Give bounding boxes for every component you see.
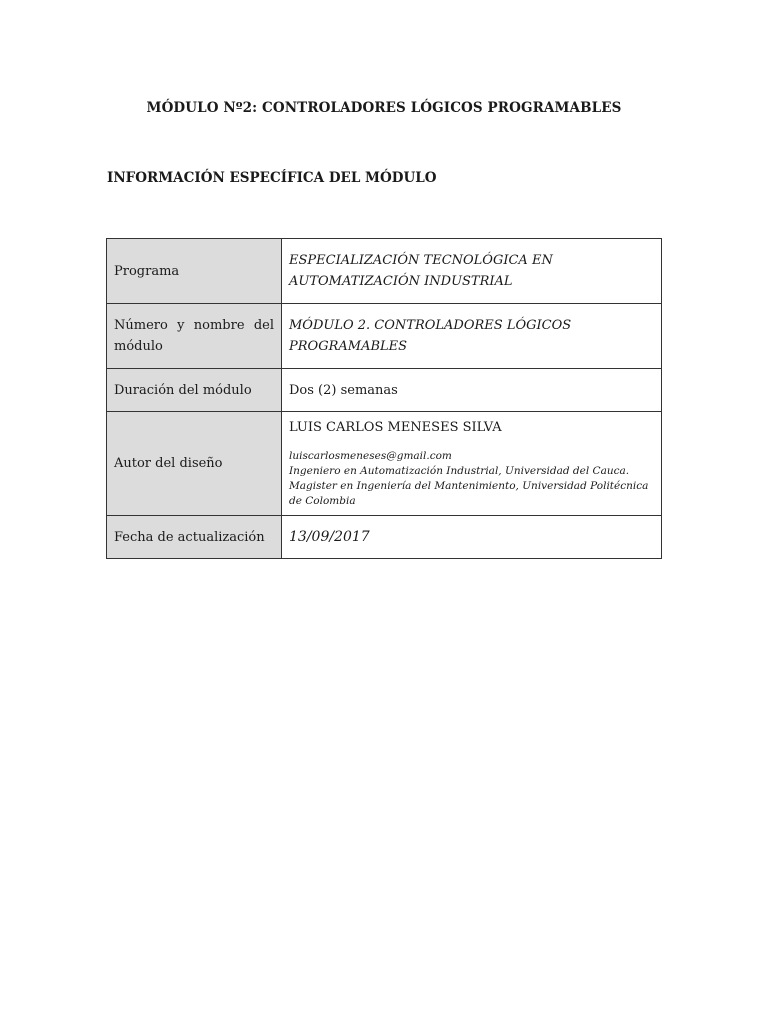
table-row-autor [107,412,662,516]
author-email: luiscarlosmeneses@gmail.com [289,449,452,462]
table-row-duracion [107,369,662,412]
author-degree-1: Ingeniero en Automatización Industrial, Universidad del Cauca. [289,464,630,477]
programa-value: ESPECIALIZACIÓN TECNOLÓGICA EN AUTOMATIZACIÓN INDUSTRIAL [282,239,662,304]
table-row-fecha [107,516,662,559]
duracion-value: Dos (2) semanas [282,369,662,412]
fecha-value: 13/09/2017 [282,516,662,559]
table-row-numero [107,304,662,369]
table-row-programa [107,239,662,304]
section-heading: INFORMACIÓN ESPECÍFICA DEL MÓDULO [107,170,437,186]
numero-value: MÓDULO 2. CONTROLADORES LÓGICOS PROGRAMABLES [282,304,662,369]
fecha-label: Fecha de actualización [107,516,282,559]
page-title: MÓDULO Nº2: CONTROLADORES LÓGICOS PROGRAMABLES [146,100,622,116]
duracion-label: Duración del módulo [107,369,282,412]
programa-label: Programa [107,239,282,304]
autor-label: Autor del diseño [107,412,282,516]
author-degree-2: Magister en Ingeniería del Mantenimiento, Universidad Politécnica de Colombia [289,479,649,507]
author-name: LUIS CARLOS MENESES SILVA [289,419,502,435]
autor-value [282,412,662,516]
module-info-table [106,238,662,559]
numero-label: Número y nombre del módulo [107,304,282,369]
